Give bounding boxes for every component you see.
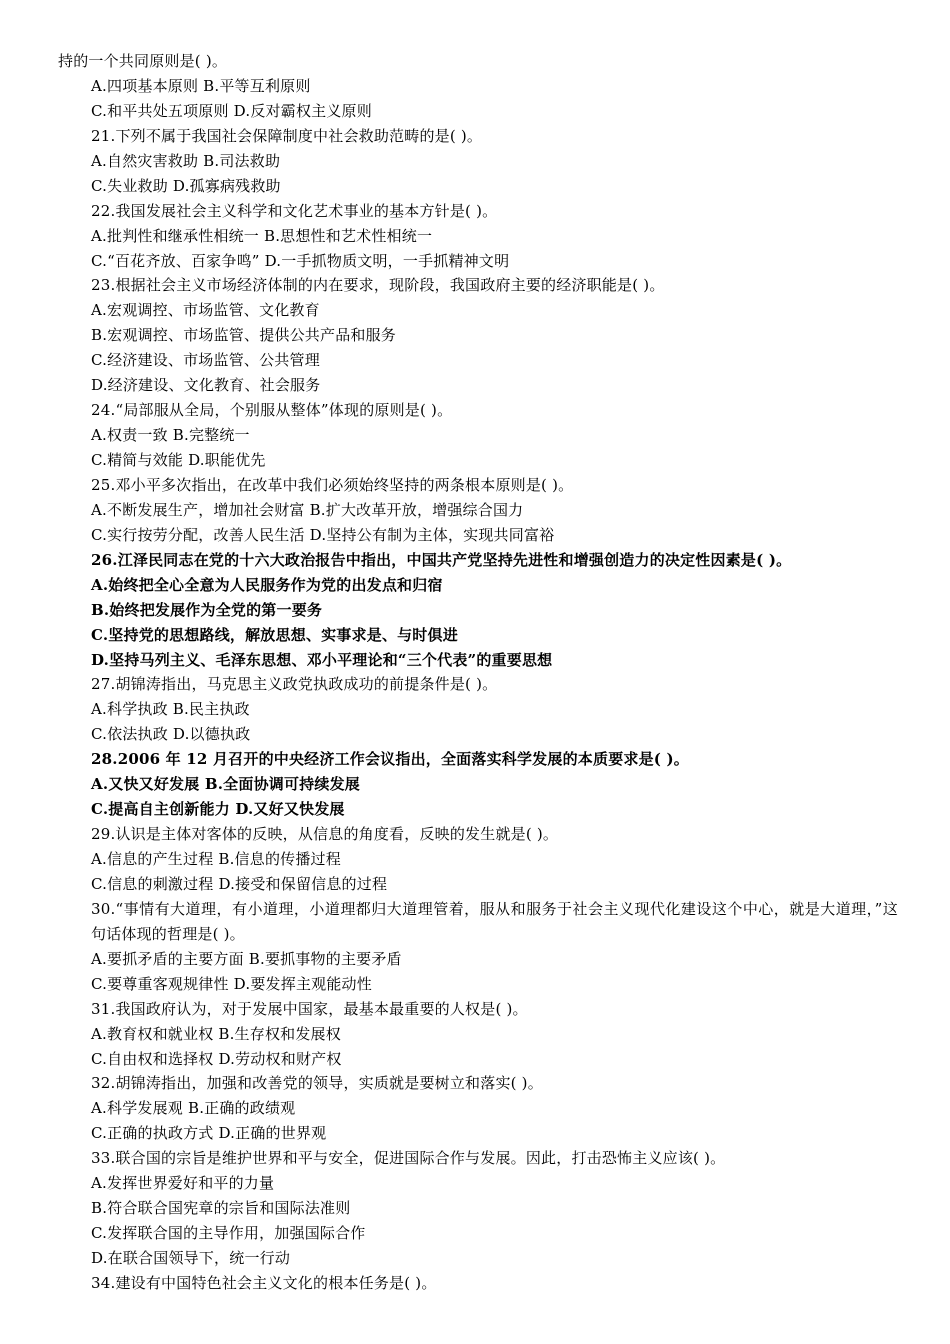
answer-options-line: A.始终把全心全意为人民服务作为党的出发点和归宿 [91,575,443,594]
answer-options-line: D.在联合国领导下，统一行动 [91,1249,291,1268]
question-continuation-line: 持的一个共同原则是( )。 [58,52,228,70]
answer-options-line: C.失业救助 D.孤寡病残救助 [91,176,281,195]
answer-options-line: C.信息的刺激过程 D.接受和保留信息的过程 [91,874,388,893]
answer-options-line: B.始终把发展作为全党的第一要务 [91,600,323,619]
question-line: 24.“局部服从全局，个别服从整体”体现的原则是( )。 [91,401,453,420]
answer-options-line: A.信息的产生过程 B.信息的传播过程 [91,850,341,868]
answer-options-line: C.要尊重客观规律性 D.要发挥主观能动性 [91,974,372,993]
question-line: 28.2006 年 12 月召开的中央经济工作会议指出，全面落实科学发展的本质要求是( )。 [91,750,690,769]
answer-options-line: C.经济建设、市场监管、公共管理 [91,351,320,370]
question-line: 22.我国发展社会主义科学和文化艺术事业的基本方针是( )。 [91,201,498,220]
question-line: 27.胡锦涛指出，马克思主义政党执政成功的前提条件是( )。 [91,675,498,694]
answer-options-line: C.提高自主创新能力 D.又好又快发展 [91,800,345,819]
answer-options-line: A.又快又好发展 B.全面协调可持续发展 [91,775,360,794]
answer-options-line: C.正确的执政方式 D.正确的世界观 [91,1124,327,1143]
question-line: 25.邓小平多次指出，在改革中我们必须始终坚持的两条根本原则是( )。 [91,475,574,494]
answer-options-line: D.坚持马列主义、毛泽东思想、邓小平理论和“三个代表”的重要思想 [91,650,553,669]
answer-options-line: A.科学发展观 B.正确的政绩观 [91,1099,296,1118]
answer-options-line: A.科学执政 B.民主执政 [91,700,250,719]
answer-options-line: C.精简与效能 D.职能优先 [91,451,266,469]
answer-options-line: A.教育权和就业权 B.生存权和发展权 [91,1024,341,1043]
answer-options-line: A.发挥世界爱好和平的力量 [91,1174,275,1193]
question-line: 21.下列不属于我国社会保障制度中社会救助范畴的是( )。 [91,126,483,145]
question-line: 29.认识是主体对客体的反映，从信息的角度看，反映的发生就是( )。 [91,825,559,844]
answer-options-line: C.坚持党的思想路线，解放思想、实事求是、与时俱进 [91,625,458,644]
question-line: 26.江泽民同志在党的十六大政治报告中指出，中国共产党坚持先进性和增强创造力的决定性因素是( )。 [91,550,792,569]
question-line: 33.联合国的宗旨是维护世界和平与安全，促进国际合作与发展。因此，打击恐怖主义应该( )。 [91,1149,726,1168]
question-line: 23.根据社会主义市场经济体制的内在要求，现阶段，我国政府主要的经济职能是( )。 [91,276,665,295]
question-line: 32.胡锦涛指出，加强和改善党的领导，实质就是要树立和落实( )。 [91,1074,543,1093]
answer-options-line: A.自然灾害救助 B.司法救助 [91,151,281,170]
question-line: 30.“事情有大道理，有小道理，小道理都归大道理管着，服从和服务于社会主义现代化建设这个中心，就是大道理，”这句话体现的哲理是( )。 [91,899,898,943]
answer-options-line: A.批判性和继承性相统一 B.思想性和艺术性相统一 [91,226,433,245]
answer-options-line: C.自由权和选择权 D.劳动权和财产权 [91,1049,342,1068]
answer-options-line: A.权责一致 B.完整统一 [91,426,250,445]
answer-options-line: C.实行按劳分配，改善人民生活 D.坚持公有制为主体，实现共同富裕 [91,525,555,544]
answer-options-line: A.要抓矛盾的主要方面 B.要抓事物的主要矛盾 [91,949,402,968]
answer-options-line: C.发挥联合国的主导作用，加强国际合作 [91,1224,366,1243]
question-line: 31.我国政府认为，对于发展中国家，最基本最重要的人权是( )。 [91,999,528,1018]
document-body [58,49,898,1296]
answer-options-line: A.不断发展生产，增加社会财富 B.扩大改革开放，增强综合国力 [91,500,524,519]
answer-options-line: B.符合联合国宪章的宗旨和国际法准则 [91,1199,351,1218]
answer-options-line: D.经济建设、文化教育、社会服务 [91,376,321,395]
answer-options-line: C.和平共处五项原则 D.反对霸权主义原则 [91,101,372,120]
answer-options-line: B.宏观调控、市场监管、提供公共产品和服务 [91,326,396,345]
question-line: 34.建设有中国特色社会主义文化的根本任务是( )。 [91,1273,437,1292]
answer-options-line: C.“百花齐放、百家争鸣” D.一手抓物质文明，一手抓精神文明 [91,251,510,270]
answer-options-line: A.宏观调控、市场监管、文化教育 [91,301,320,320]
answer-options-line: A.四项基本原则 B.平等互利原则 [91,76,311,95]
answer-options-line: C.依法执政 D.以德执政 [91,725,251,744]
